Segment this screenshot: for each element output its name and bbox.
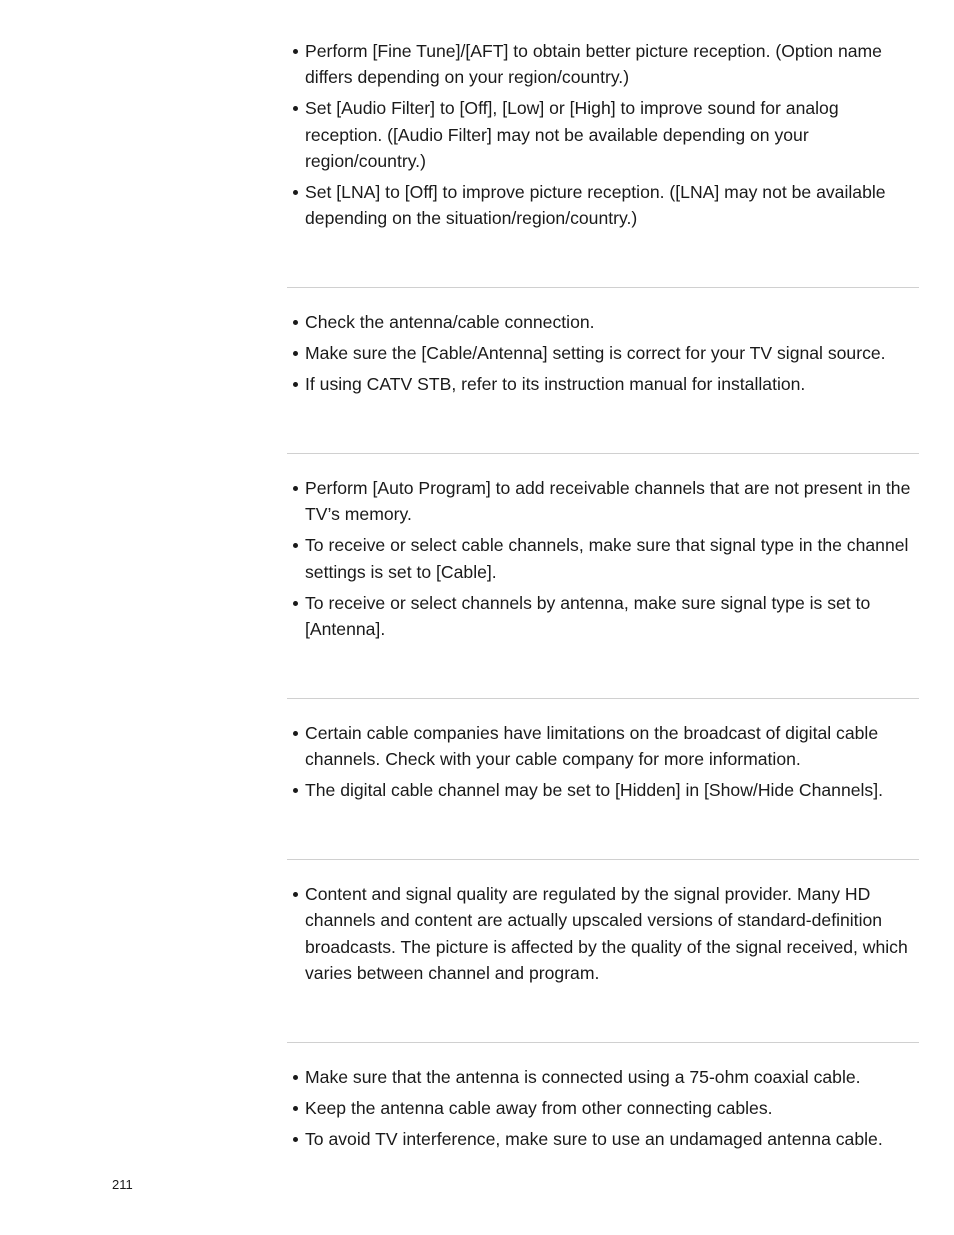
section-divider bbox=[287, 453, 919, 454]
section-divider bbox=[287, 859, 919, 860]
bullet-list bbox=[287, 881, 919, 986]
section-channel-reception bbox=[287, 475, 919, 647]
section-digital-cable bbox=[287, 720, 919, 808]
list-item: Check the antenna/cable connection. bbox=[287, 309, 919, 335]
list-item: Keep the antenna cable away from other connecting cables. bbox=[287, 1095, 919, 1121]
section-divider bbox=[287, 698, 919, 699]
list-item: Make sure the [Cable/Antenna] setting is correct for your TV signal source. bbox=[287, 340, 919, 366]
section-signal-quality bbox=[287, 881, 919, 991]
list-item: Make sure that the antenna is connected using a 75-ohm coaxial cable. bbox=[287, 1064, 919, 1090]
section-divider bbox=[287, 287, 919, 288]
bullet-list bbox=[287, 475, 919, 642]
bullet-list bbox=[287, 38, 919, 232]
page-number: 211 bbox=[112, 1177, 133, 1192]
section-divider bbox=[287, 1042, 919, 1043]
section-connection-check bbox=[287, 309, 919, 402]
list-item: If using CATV STB, refer to its instruction manual for installation. bbox=[287, 371, 919, 397]
bullet-list bbox=[287, 720, 919, 804]
bullet-list bbox=[287, 309, 919, 397]
list-item: Content and signal quality are regulated by the signal provider. Many HD channels and content are actually upscaled versions of standard-definition broadcasts. The picture is affected by the quality of the signal received, which varies between channel and program. bbox=[287, 881, 919, 986]
list-item: Set [Audio Filter] to [Off], [Low] or [High] to improve sound for analog reception. ([Audio Filter] may not be available depending on your region/country.) bbox=[287, 95, 919, 174]
list-item: Perform [Fine Tune]/[AFT] to obtain better picture reception. (Option name differs depending on your region/country.) bbox=[287, 38, 919, 91]
list-item: To avoid TV interference, make sure to use an undamaged antenna cable. bbox=[287, 1126, 919, 1152]
list-item: Perform [Auto Program] to add receivable channels that are not present in the TV’s memory. bbox=[287, 475, 919, 528]
list-item: To receive or select cable channels, make sure that signal type in the channel settings is set to [Cable]. bbox=[287, 532, 919, 585]
list-item: The digital cable channel may be set to [Hidden] in [Show/Hide Channels]. bbox=[287, 777, 919, 803]
section-picture-reception bbox=[287, 38, 919, 236]
bullet-list bbox=[287, 1064, 919, 1152]
list-item: To receive or select channels by antenna, make sure signal type is set to [Antenna]. bbox=[287, 590, 919, 643]
list-item: Set [LNA] to [Off] to improve picture reception. ([LNA] may not be available depending on the situation/region/country.) bbox=[287, 179, 919, 232]
section-antenna-cable bbox=[287, 1064, 919, 1157]
list-item: Certain cable companies have limitations on the broadcast of digital cable channels. Check with your cable company for more information. bbox=[287, 720, 919, 773]
